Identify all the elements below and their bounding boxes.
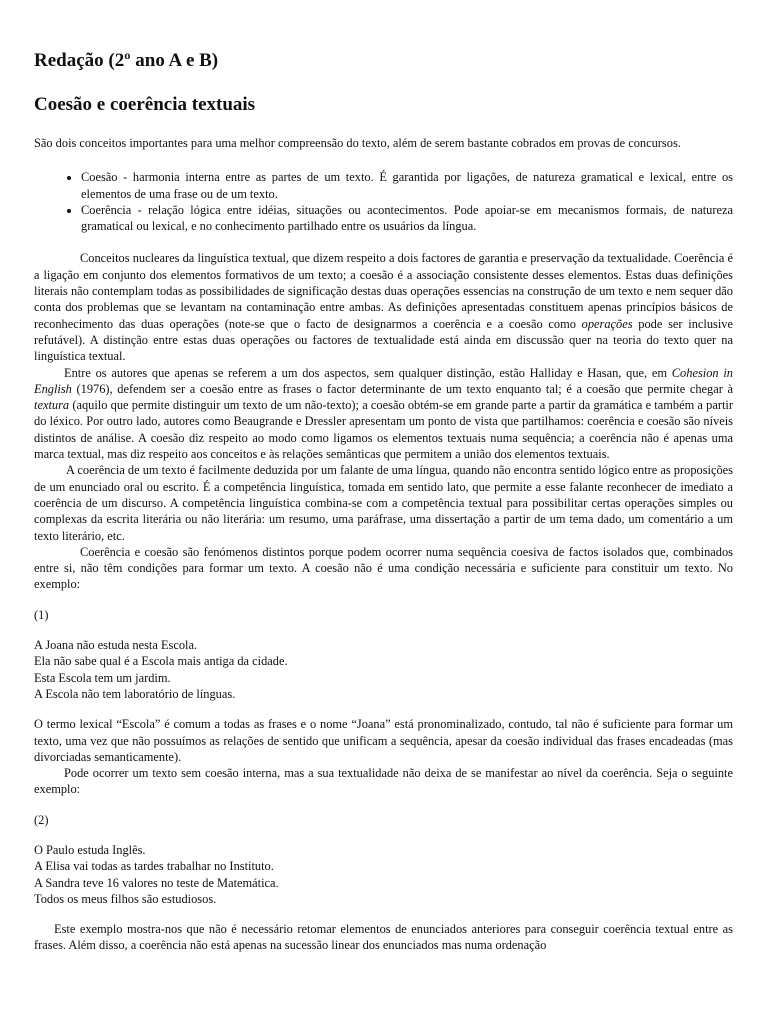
document-body xyxy=(34,135,733,954)
definition-list xyxy=(34,169,733,234)
example-2-line: A Sandra teve 16 valores no teste de Matemática. xyxy=(34,875,279,890)
example-1-label: (1) xyxy=(34,607,49,622)
example-2-lines xyxy=(34,842,733,907)
example-2-line: Todos os meus filhos são estudiosos. xyxy=(34,891,217,906)
paragraph-2-text-a: Entre os autores que apenas se referem a um dos aspectos, sem qualquer distinção, estão Halliday e Hasan, que, em xyxy=(64,365,672,380)
paragraph-5: O termo lexical “Escola” é comum a todas as frases e o nome “Joana” está pronominalizado, contudo, tal não é suficiente para formar um texto, uma vez que não possuímos as relações de sentido que unificam a sequência, apesar da coesão individual das frases encadeadas (mas divorciadas semanticamente). xyxy=(34,717,733,764)
intro-paragraph: São dois conceitos importantes para uma melhor compreensão do texto, além de serem bastante cobrados em provas de concursos. xyxy=(34,136,681,150)
paragraph-1-text-a: Conceitos nucleares da linguística textual, que dizem respeito a dois factores de garantia e preservação da textualidade. Coerência é a ligação em conjunto dos elementos formativos de um texto; a coesão é a associação consistente desses elementos. Estas duas definições literais não contemplam todas as possibilidades de significação destas duas operações essencias na construção de um texto e nem sequer dão conta dos problemas que se levantam na contaminação entre ambas. As definições apresentadas constituem apenas princípios básicos de reconhecimento das duas operações (note-se que o facto de designarmos a coerência e a coesão como xyxy=(34,251,733,331)
paragraph-2-text-b: (1976), defendem ser a coesão entre as frases o factor determinante de um texto enquanto tal; é a coesão que permite chegar à xyxy=(71,381,733,396)
spacer xyxy=(34,828,733,842)
example-1-line: Esta Escola tem um jardim. xyxy=(34,670,171,685)
spacer xyxy=(34,907,733,921)
paragraph-1-text-b: pode ser inclusive refutável). A distinção entre estas duas operações ou factores de textualidade está ainda em discussão quer na teoria do texto quer na linguística textual. xyxy=(34,316,733,364)
spacer xyxy=(34,593,733,607)
list-item-coerencia: • Coerência - relação lógica entre idéias, situações ou acontecimentos. Pode apoiar-se em mecanismos formais, de natureza gramatical ou lexical, e no conhecimento partilhado entre os usuários da língua. xyxy=(81,202,733,235)
spacer xyxy=(34,702,733,716)
example-1-line: A Joana não estuda nesta Escola. xyxy=(34,638,198,653)
paragraph-2 xyxy=(34,365,733,463)
example-2-label: (2) xyxy=(34,812,49,827)
spacer xyxy=(34,798,733,812)
example-2-line: O Paulo estuda Inglês. xyxy=(34,842,146,857)
spacer xyxy=(34,623,733,637)
example-2-line: A Elisa vai todas as tardes trabalhar no Instituto. xyxy=(34,859,274,874)
paragraph-6: Pode ocorrer um texto sem coesão interna, mas a sua textualidade não deixa de se manifestar ao nível da coerência. Seja o seguinte exemplo: xyxy=(34,766,733,797)
paragraph-3: A coerência de um texto é facilmente deduzida por um falante de uma língua, quando não encontra sentido lógico entre as proposições de um enunciado oral ou escrito. É a competência linguística, tomada em sentido lato, que permite a esse falante reconhecer de imediato a coerência de um discurso. A competência linguística combina-se com a competência textual para possibilitar certas operações simples ou complexas da escrita literária ou não literária: um resumo, uma paráfrase, uma dissertação a partir de um tema dado, um comentário a um texto literário, etc. xyxy=(34,463,733,543)
paragraph-1-emphasis: operações xyxy=(581,316,633,331)
paragraph-2-text-c: (aquilo que permite distinguir um texto de um não-texto); a coesão obtém-se em grande parte a partir da gramática e também a partir do léxico. Por outro lado, autores como Beaugrande e Dressler apresentam um ponto de vista que partilhamos: coerência e coesão são níveis distintos de análise. A coesão diz respeito ao modo como ligamos os elementos textuais numa sequência; a coerência não é apenas uma marca textual, mas diz respeito aos conceitos e às relações semânticas que permitem a união dos elementos textuais. xyxy=(34,398,733,462)
list-item-coesao: • Coesão - harmonia interna entre as partes de um texto. É garantida por ligações, de natureza gramatical e lexical, entre os elementos de uma frase ou de um texto. xyxy=(81,169,733,202)
document-title: Redação (2º ano A e B) xyxy=(34,50,219,71)
paragraph-2-book-title: Cohesion in English xyxy=(34,365,734,396)
paragraph-2-emphasis: textura xyxy=(34,398,70,413)
paragraph-1 xyxy=(34,250,733,364)
document-subtitle: Coesão e coerência textuais xyxy=(34,94,256,115)
spacer xyxy=(34,234,733,250)
paragraph-4: Coerência e coesão são fenómenos distintos porque podem ocorrer numa sequência coesiva de factos isolados que, combinados entre si, não têm condições para formar um texto. A coesão não é uma condição necessária e suficiente para constituir um texto. No exemplo: xyxy=(34,544,733,592)
paragraph-7: Este exemplo mostra-nos que não é necessário retomar elementos de enunciados anteriores para conseguir coerência textual entre as frases. Além disso, a coerência não está apenas na sucessão linear dos enunciados mas numa ordenação xyxy=(34,922,733,953)
example-1-lines xyxy=(34,637,733,702)
example-1-line: Ela não sabe qual é a Escola mais antiga da cidade. xyxy=(34,654,288,669)
example-1-line: A Escola não tem laboratório de línguas. xyxy=(34,686,236,701)
